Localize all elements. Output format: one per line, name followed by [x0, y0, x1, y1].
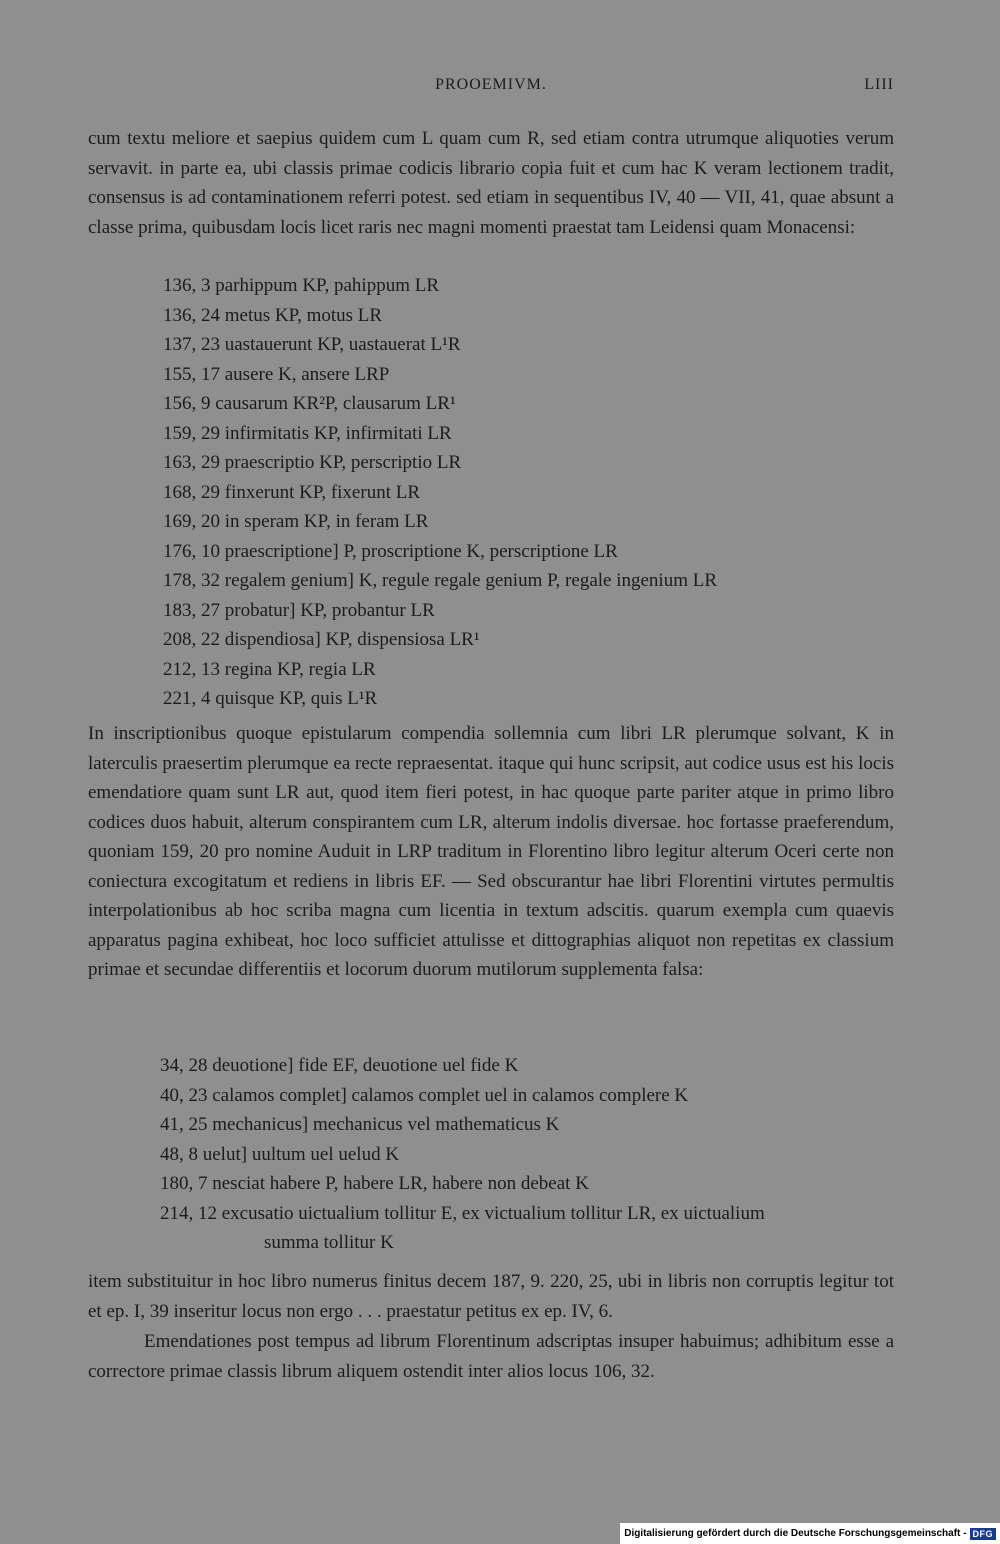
list-item: 137, 23 uastauerunt KP, uastauerat L¹R — [163, 334, 461, 355]
dfg-logo: DFG — [970, 1528, 997, 1540]
paragraph-3: item substituitur in hoc libro numerus finitus decem 187, 9. 220, 25, ubi in libris non corruptis legitur tot et ep. I, 39 inseritur locus non ergo . . . praestatur petitus ex ep. IV, 6. — [88, 1271, 894, 1322]
digitization-footer — [620, 1523, 1000, 1544]
list-item: 40, 23 calamos complet] calamos complet uel in calamos complere K — [160, 1084, 689, 1106]
list-item: 178, 32 regalem genium] K, regule regale genium P, regale ingenium LR — [163, 570, 718, 591]
list-item: 169, 20 in speram KP, in feram LR — [163, 511, 429, 532]
list-item: 48, 8 uelut] uultum uel uelud K — [160, 1143, 400, 1165]
list-item: 156, 9 causarum KR²P, clausarum LR¹ — [163, 393, 456, 414]
list-item: 183, 27 probatur] KP, probantur LR — [163, 599, 435, 621]
list-item: 155, 17 ausere K, ansere LRP — [163, 363, 390, 385]
list-item: 159, 29 infirmitatis KP, infirmitati LR — [163, 422, 452, 444]
paragraph-4: Emendationes post tempus ad librum Florentinum adscriptas insuper habuimus; adhibitum esse a correctore primae classis librum aliquem ostendit inter alios locus 106, 32. — [88, 1331, 894, 1382]
list-item: 41, 25 mechanicus] mechanicus vel mathematicus K — [160, 1114, 560, 1135]
paragraph-1: cum textu meliore et saepius quidem cum L quam cum R, sed etiam contra utrumque aliquoties verum servavit. in parte ea, ubi classis primae codicis librario copia fuit et cum hac K veram lectionem tradit, consensus is ad contaminationem referri potest. sed etiam in sequentibus IV, 40 — VII, 41, quae absunt a classe prima, quibusdam locis licet raris nec magni momenti praestat tam Leidensi quam Monacensi: — [88, 128, 894, 238]
list-item: 214, 12 excusatio uictualium tollitur E, ex victualium tollitur LR, ex uictualium — [160, 1202, 765, 1224]
list-item: 221, 4 quisque KP, quis L¹R — [163, 688, 378, 709]
page-title: PROOEMIVM. — [435, 76, 547, 93]
list-item: 176, 10 praescriptione] P, proscriptione K, perscriptione LR — [163, 540, 618, 562]
list-item: 212, 13 regina KP, regia LR — [163, 658, 376, 680]
list-item-continuation: summa tollitur K — [264, 1232, 394, 1253]
list-item: 136, 3 parhippum KP, pahippum LR — [163, 275, 440, 296]
paragraph-2: In inscriptionibus quoque epistularum compendia sollemnia cum libri LR plerumque solvant, K in laterculis praesertim plerumque ea recte repraesentat. itaque qui hunc scripsit, aut codice usus est his locis emendatiore quam sunt LR aut, quod item fieri potest, in hac quoque parte pariter atque in primo libro codices duos habuit, alterum conspirantem cum LR, alterum indolis diversae. hoc fortasse praeferendum, quoniam 159, 20 pro nomine Auduit in LRP traditum in Florentino libro legitur alterum Oceri certe non coniectura excogitatum et rediens in libris EF. — Sed obscurantur hae libri Florentini virtutes permultis interpolationibus ab hoc scriba magna cum licentia in textum adscitis. quarum exempla cum quaevis apparatus pagina exhibeat, hoc loco sufficiet attulisse et dittographias aliquot non repetitas ex classium primae et secundae differentiis et locorum duorum mutilorum supplementa falsa: — [88, 723, 894, 980]
list-item: 34, 28 deuotione] fide EF, deuotione uel fide K — [160, 1055, 519, 1076]
page-number: LIII — [864, 76, 894, 93]
running-header — [88, 76, 894, 102]
list-item: 163, 29 praescriptio KP, perscriptio LR — [163, 452, 462, 473]
variant-list-1 — [163, 271, 717, 714]
list-item: 168, 29 finxerunt KP, fixerunt LR — [163, 481, 421, 503]
list-item: 136, 24 metus KP, motus LR — [163, 304, 383, 326]
list-item: 208, 22 dispendiosa] KP, dispensiosa LR¹ — [163, 629, 480, 650]
variant-list-2 — [160, 1051, 895, 1258]
list-item: 180, 7 nesciat habere P, habere LR, habere non debeat K — [160, 1173, 589, 1194]
footer-text: Digitalisierung gefördert durch die Deutsche Forschungsgemeinschaft - — [624, 1528, 967, 1539]
